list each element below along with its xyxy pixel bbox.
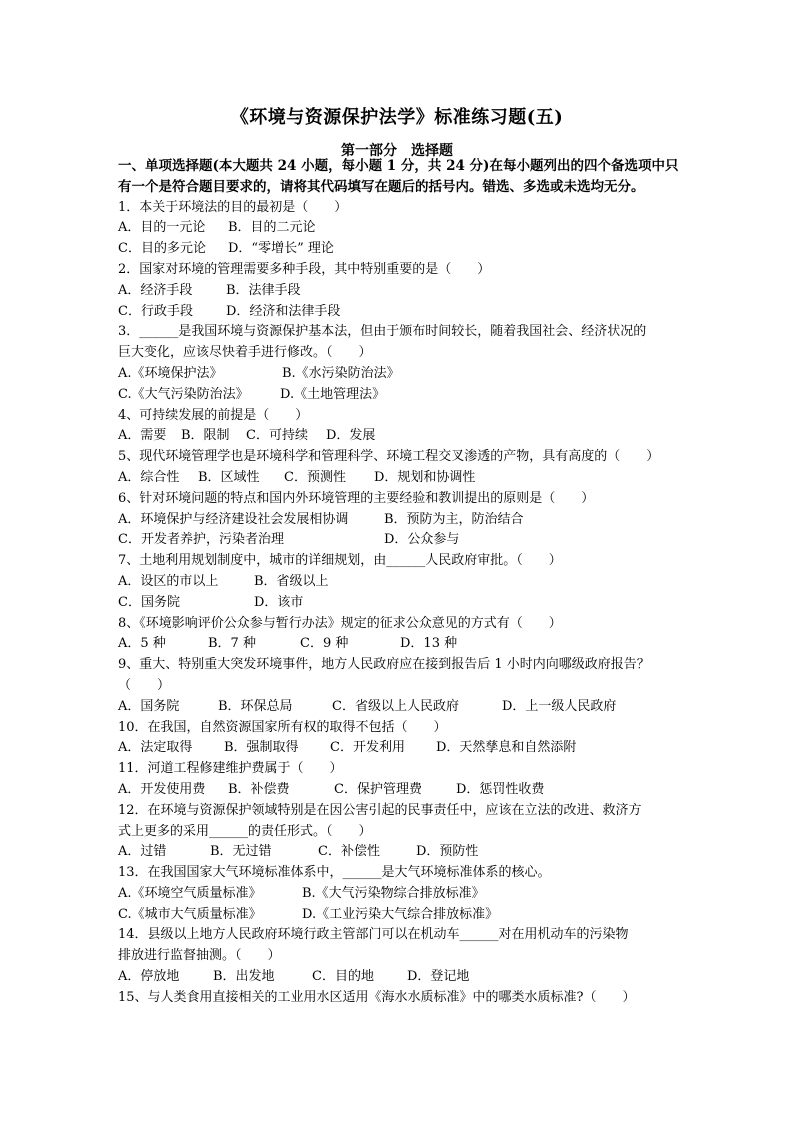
option-row <box>118 385 688 406</box>
answer-option: D．天然孳息和自然添附 <box>436 740 577 756</box>
option-row <box>118 510 688 531</box>
option-row <box>118 218 688 239</box>
option-row <box>118 738 688 759</box>
answer-option: A．需要 <box>118 428 167 444</box>
question-stem: 10．在我国，自然资源国家所有权的取得不包括（ ） <box>118 719 447 735</box>
question-stem: 12．在环境与资源保护领域特别是在因公害引起的民事责任中，应该在立法的改进、救济方 <box>118 802 642 818</box>
answer-option: C．目的多元论 <box>118 241 206 257</box>
question-stem: 5、现代环境管理学也是环境科学和管理科学、环境工程交叉渗透的产物，具有高度的（ ） <box>118 449 660 465</box>
question-list <box>118 198 688 1009</box>
question-stem: 6、针对环境问题的特点和国内外环境管理的主要经验和教训提出的原则是（ ） <box>118 490 595 506</box>
option-row <box>118 780 688 801</box>
answer-option: D．13 种 <box>400 636 458 652</box>
question-stem: 排放进行监督抽测。（ ） <box>118 948 281 964</box>
question-item <box>118 925 688 987</box>
option-row <box>118 239 688 260</box>
option-row <box>118 967 688 988</box>
answer-option: D.《土地管理法》 <box>280 386 386 402</box>
question-stem: 8、《环境影响评价公众参与暂行办法》规定的征求公众意见的方式有（ ） <box>118 615 562 631</box>
answer-option: A．法定取得 <box>118 740 193 756</box>
answer-option: B．环保总局 <box>218 698 293 714</box>
option-row <box>118 530 688 551</box>
question-item <box>118 406 688 448</box>
question-item <box>118 801 688 863</box>
answer-option: C．预测性 <box>284 469 346 485</box>
answer-option: C．行政手段 <box>118 303 193 319</box>
answer-option: D．惩罚性收费 <box>456 781 545 797</box>
answer-option: A．综合性 <box>118 469 180 485</box>
question-stem: 1．本关于环境法的目的最初是（ ） <box>118 199 348 215</box>
answer-option: D.《工业污染大气综合排放标准》 <box>302 906 499 922</box>
question-item <box>118 489 688 551</box>
question-stem: 13．在我国国家大气环境标准体系中，______是大气环境标准体系的核心。 <box>118 865 551 881</box>
answer-option: C．保护管理费 <box>334 781 422 797</box>
option-row <box>118 905 688 926</box>
answer-option: C．开发者养护，污染者治理 <box>118 532 284 548</box>
option-row <box>118 884 688 905</box>
option-row <box>118 426 688 447</box>
question-body <box>118 156 688 1009</box>
answer-option: C．9 种 <box>300 636 349 652</box>
option-row <box>118 364 688 385</box>
question-item <box>118 718 688 760</box>
answer-option: A.《环境空气质量标准》 <box>118 885 262 901</box>
answer-option: A．国务院 <box>118 698 180 714</box>
question-item <box>118 447 688 489</box>
option-row <box>118 634 688 655</box>
answer-option: B．出发地 <box>213 969 275 985</box>
answer-option: A．开发使用费 <box>118 781 206 797</box>
question-stem: 巨大变化，应该尽快着手进行修改。（ ） <box>118 345 372 361</box>
answer-option: A．经济手段 <box>118 282 193 298</box>
answer-option: B．区域性 <box>198 469 260 485</box>
question-stem: 11．河道工程修建维护费属于（ ） <box>118 761 343 777</box>
answer-option: D．发展 <box>326 428 376 444</box>
answer-option: B．省级以上 <box>254 573 329 589</box>
option-row <box>118 281 688 302</box>
question-stem: 14．县级以上地方人民政府环境行政主管部门可以在机动车______对在用机动车的污染物 <box>118 927 629 943</box>
answer-option: D．公众参与 <box>384 532 460 548</box>
answer-option: D．上一级人民政府 <box>502 698 617 714</box>
answer-option: B．强制取得 <box>224 740 299 756</box>
answer-option: C.《城市大气质量标准》 <box>118 906 262 922</box>
document-title: 《环境与资源保护法学》标准练习题(五) <box>230 107 564 128</box>
question-stem: 15、与人类食用直接相关的工业用水区适用《海水水质标准》中的哪类水质标准?（ ） <box>118 989 636 1005</box>
question-stem: 9、重大、特别重大突发环境事件，地方人民政府应在接到报告后 1 小时内向哪级政府报告？ <box>118 657 650 673</box>
answer-option: B．预防为主，防治结合 <box>384 511 524 527</box>
answer-option: A．过错 <box>118 844 167 860</box>
answer-option: A．设区的市以上 <box>118 573 219 589</box>
question-item <box>118 655 688 717</box>
question-item <box>118 322 688 405</box>
section-intro-line: 一、单项选择题(本大题共 24 小题，每小题 1 分，共 24 分)在每小题列出的四个备选项中只 <box>118 158 679 174</box>
answer-option: A.《环境保护法》 <box>118 365 223 381</box>
answer-option: B.《水污染防治法》 <box>282 365 400 381</box>
answer-option: C．可持续 <box>246 428 308 444</box>
answer-option: D．经济和法律手段 <box>226 303 341 319</box>
answer-option: A．目的一元论 <box>118 220 206 236</box>
answer-option: B．目的二元论 <box>228 220 316 236</box>
question-item <box>118 198 688 260</box>
question-stem: 2．国家对环境的管理需要多种手段，其中特别重要的是（ ） <box>118 261 491 277</box>
answer-option: C.《大气污染防治法》 <box>118 386 249 402</box>
answer-option: B．限制 <box>181 428 230 444</box>
answer-option: D．预防性 <box>416 844 479 860</box>
answer-option: D．规划和协调性 <box>374 469 476 485</box>
answer-option: B．7 种 <box>208 636 256 652</box>
answer-option: D．“零增长” 理论 <box>228 241 334 257</box>
part-heading: 第一部分 选择题 <box>341 143 453 159</box>
answer-option: D．登记地 <box>407 969 470 985</box>
answer-option: A．5 种 <box>118 636 166 652</box>
question-item <box>118 614 688 656</box>
question-stem: 7、土地利用规划制度中，城市的详细规划，由______人民政府审批。（ ） <box>118 553 562 569</box>
question-item <box>118 759 688 801</box>
answer-option: C．补偿性 <box>318 844 380 860</box>
option-row <box>118 572 688 593</box>
question-stem: （ ） <box>118 677 171 693</box>
answer-option: D．该市 <box>254 594 304 610</box>
question-item <box>118 988 688 1009</box>
answer-option: B．法律手段 <box>226 282 301 298</box>
question-stem: 3．______是我国环境与资源保护基本法，但由于颁布时间较长，随着我国社会、经济状况的 <box>118 324 647 340</box>
answer-option: C．目的地 <box>312 969 374 985</box>
answer-option: B.《大气污染物综合排放标准》 <box>302 885 485 901</box>
option-row <box>118 593 688 614</box>
option-row <box>118 302 688 323</box>
question-stem: 式上更多的采用______的责任形式。（ ） <box>118 823 372 839</box>
answer-option: B．无过错 <box>210 844 272 860</box>
option-row <box>118 468 688 489</box>
answer-option: C．国务院 <box>118 594 180 610</box>
question-item <box>118 863 688 925</box>
answer-option: C．省级以上人民政府 <box>332 698 459 714</box>
question-item <box>118 551 688 613</box>
answer-option: A．停放地 <box>118 969 180 985</box>
question-item <box>118 260 688 322</box>
question-stem: 4、可持续发展的前提是（ ） <box>118 407 309 423</box>
option-row <box>118 697 688 718</box>
section-intro-line: 有一个是符合题目要求的，请将其代码填写在题后的括号内。错选、多选或未选均无分。 <box>118 178 645 195</box>
option-row <box>118 842 688 863</box>
answer-option: A．环境保护与经济建设社会发展相协调 <box>118 511 349 527</box>
answer-option: C．开发利用 <box>330 740 405 756</box>
answer-option: B．补偿费 <box>228 781 290 797</box>
